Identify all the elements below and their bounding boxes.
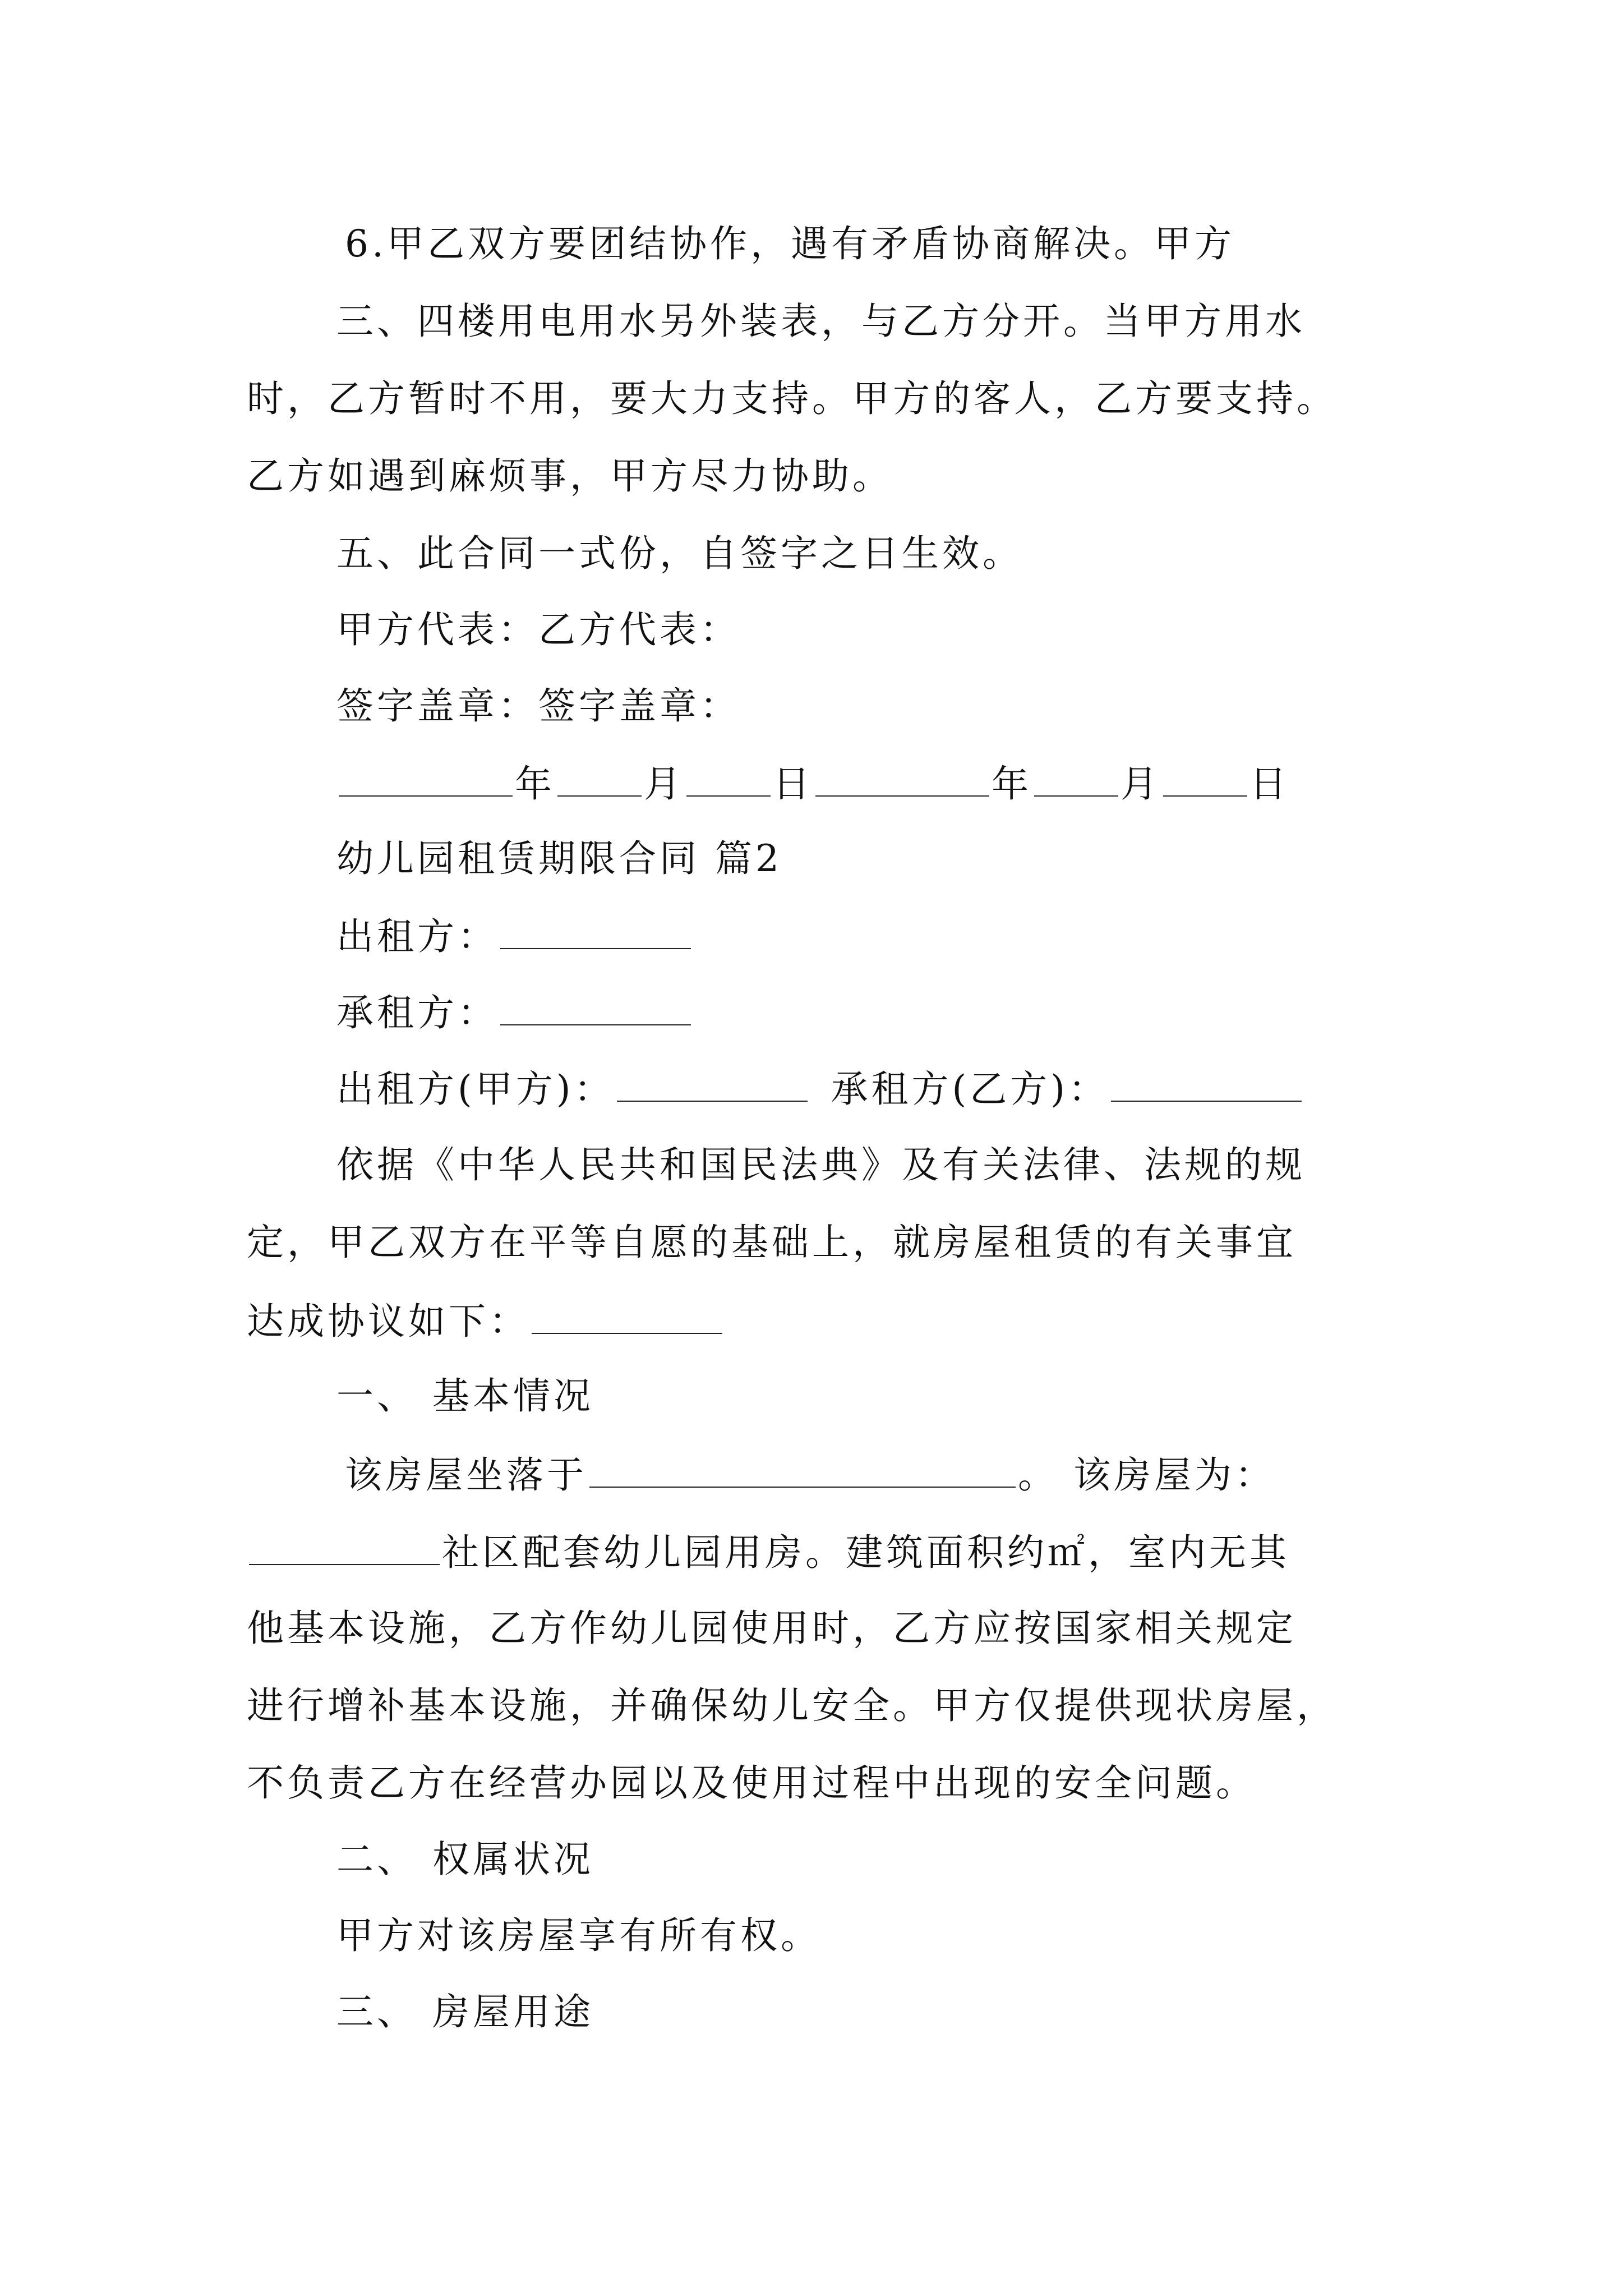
lessor-label: 出租方： xyxy=(336,915,498,958)
date-month-label: 月 xyxy=(644,762,684,806)
blank-field xyxy=(686,764,771,797)
paragraph-utilities-line3 xyxy=(247,454,893,498)
paragraph-text: 三、四楼用电用水另外装表，与乙方分开。当甲方用水 xyxy=(336,300,1306,343)
paragraph-text: 不负责乙方在经营办园以及使用过程中出现的安全问题。 xyxy=(247,1761,1256,1805)
date-line xyxy=(336,762,1290,806)
lessee-label: 承租方： xyxy=(336,991,498,1034)
signature-seal-line xyxy=(336,684,740,728)
paragraph-text: 社区配套幼儿园用房。建筑面积约㎡，室内无其 xyxy=(442,1531,1290,1574)
lessor-party-label: 出租方(甲方)： xyxy=(336,1068,615,1111)
date-day-label: 日 xyxy=(1249,762,1290,806)
intro-line3 xyxy=(247,1300,725,1343)
paragraph-text: 甲方代表：乙方代表： xyxy=(336,608,740,651)
paragraph-text: 甲方对该房屋享有所有权。 xyxy=(336,1914,821,1957)
description-line4 xyxy=(247,1761,1256,1805)
paragraph-text: 进行增补基本设施，并确保幼儿安全。甲方仅提供现状房屋， xyxy=(247,1684,1337,1727)
intro-line2 xyxy=(247,1221,1297,1264)
blank-field xyxy=(249,1533,440,1565)
description-line1 xyxy=(247,1531,1290,1574)
heading-basic-info xyxy=(336,1374,594,1418)
lessee-line xyxy=(336,993,693,1032)
heading-text: 三、 房屋用途 xyxy=(336,1990,594,2033)
description-line3 xyxy=(247,1684,1337,1727)
heading-usage xyxy=(336,1990,594,2033)
paragraph-effective xyxy=(336,532,1023,575)
location-line xyxy=(345,1453,1275,1497)
intro-line1 xyxy=(336,1143,1306,1186)
section-title xyxy=(336,837,782,880)
paragraph-text: 乙方如遇到麻烦事，甲方尽力协助。 xyxy=(247,454,893,498)
heading-text: 一、 基本情况 xyxy=(336,1374,594,1418)
paragraph-text: 时，乙方暂时不用，要大力支持。甲方的客人，乙方要支持。 xyxy=(247,377,1337,420)
paragraph-text: 他基本设施，乙方作幼儿园使用时，乙方应按国家相关规定 xyxy=(247,1607,1297,1650)
blank-field xyxy=(500,993,691,1025)
blank-field xyxy=(500,917,691,949)
blank-field xyxy=(589,1455,1016,1488)
parties-line xyxy=(336,1068,1304,1111)
description-line2 xyxy=(247,1607,1297,1650)
date-year-label: 年 xyxy=(992,762,1032,806)
paragraph-text: 依据《中华人民共和国民法典》及有关法律、法规的规 xyxy=(336,1143,1306,1186)
paragraph-text: 定，甲乙双方在平等自愿的基础上，就房屋租赁的有关事宜 xyxy=(247,1221,1297,1264)
blank-field xyxy=(557,764,642,797)
blank-field xyxy=(1111,1069,1302,1102)
blank-field xyxy=(339,764,513,797)
heading-ownership xyxy=(336,1838,594,1881)
paragraph-text: 达成协议如下： xyxy=(247,1300,529,1343)
date-day-label: 日 xyxy=(773,762,813,806)
blank-field xyxy=(1034,764,1118,797)
location-label: 该房屋坐落于 xyxy=(345,1453,587,1497)
blank-field xyxy=(617,1069,808,1102)
paragraph-text: 6.甲乙双方要团结协作，遇有矛盾协商解决。甲方 xyxy=(345,222,1235,265)
property-type-label: 。 该房屋为： xyxy=(1018,1453,1275,1497)
paragraph-text: 五、此合同一式份，自签字之日生效。 xyxy=(336,532,1023,575)
paragraph-utilities-line2 xyxy=(247,377,1337,420)
blank-field xyxy=(1163,764,1247,797)
paragraph-utilities-line1 xyxy=(336,300,1306,343)
blank-field xyxy=(532,1301,722,1334)
date-year-label: 年 xyxy=(515,762,555,806)
lessor-line xyxy=(336,915,693,958)
lessee-party-label: 承租方(乙方)： xyxy=(831,1068,1109,1111)
ownership-line xyxy=(336,1914,821,1957)
section-title-text: 幼儿园租赁期限合同 篇2 xyxy=(336,837,782,880)
blank-field xyxy=(815,764,989,797)
representatives-line xyxy=(336,608,740,651)
paragraph-item-6 xyxy=(345,222,1235,265)
paragraph-text: 签字盖章：签字盖章： xyxy=(336,684,740,728)
heading-text: 二、 权属状况 xyxy=(336,1838,594,1881)
date-month-label: 月 xyxy=(1121,762,1161,806)
